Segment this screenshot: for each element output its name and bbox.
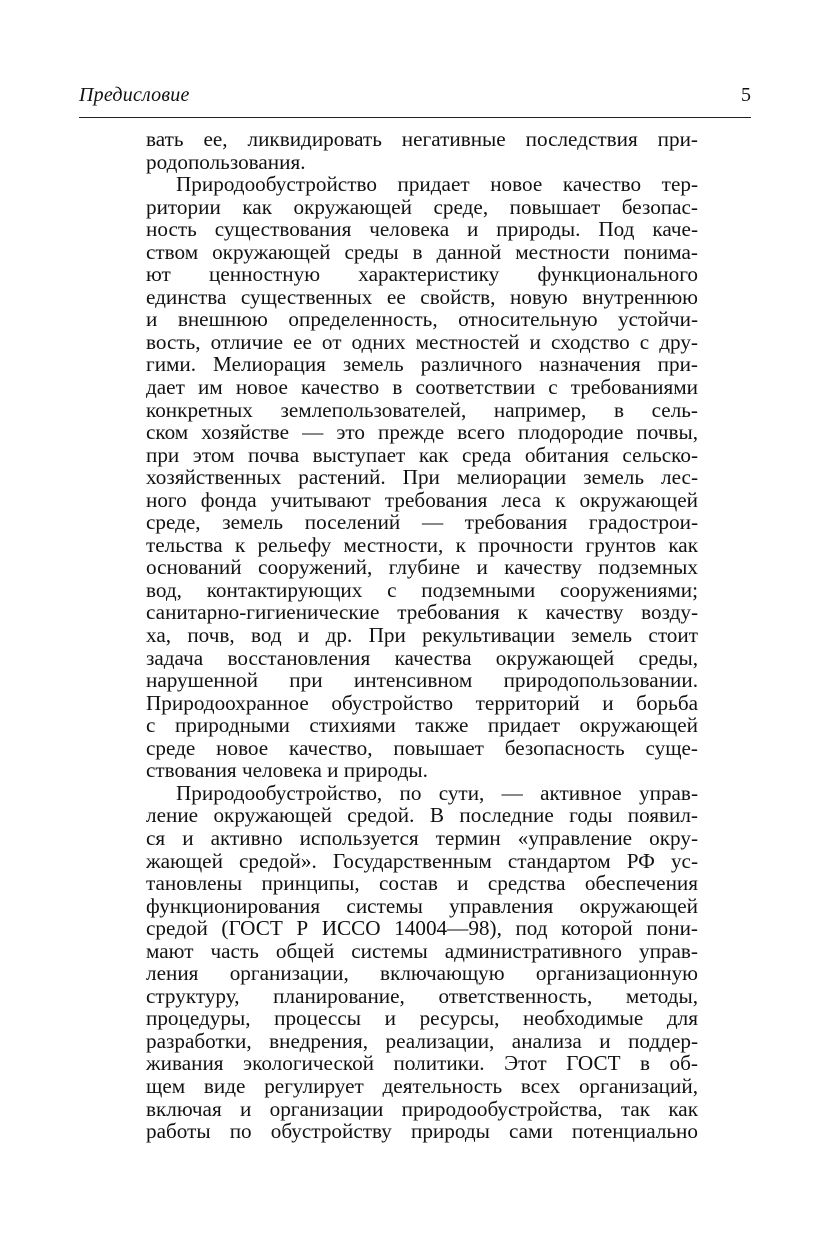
text-line: задача восстановления качества окружающей среды, (146, 645, 698, 670)
text-line: мают часть общей системы административного управ- (146, 938, 698, 963)
text-line: Природоохранное обустройство территорий и борьба (146, 690, 698, 715)
text-line: функционирования системы управления окружающей (146, 893, 698, 918)
text-line: тановлены принципы, состав и средства обеспечения (146, 871, 698, 896)
text-line: ством окружающей среды в данной местности понима- (146, 239, 698, 264)
header-divider (79, 117, 751, 118)
text-line: ления организации, включающую организационную (146, 961, 698, 986)
text-line: конкретных землепользователей, например, в сель- (146, 397, 698, 422)
page-number: 5 (741, 84, 751, 106)
text-line: ность существования человека и природы. Под каче- (146, 217, 698, 242)
text-line: единства существенных ее свойств, новую внутреннюю (146, 284, 698, 309)
text-line: Природообустройство придает новое качество тер- (176, 172, 698, 197)
text-line: ха, почв, вод и др. При рекультивации земель стоит (146, 623, 698, 648)
text-line: вость, отличие ее от одних местностей и сходство с дру- (146, 329, 698, 354)
text-line: включая и организации природообустройства, так как (146, 1096, 698, 1121)
running-header-title: Предисловие (79, 84, 190, 106)
text-line: при этом почва выступает как среда обитания сельско- (146, 442, 698, 467)
text-line: ют ценностную характеристику функционального (146, 262, 698, 287)
text-line: вод, контактирующих с подземными сооружениями; (146, 577, 698, 602)
text-line: работы по обустройству природы сами потенциально (146, 1119, 698, 1144)
text-line: ритории как окружающей среде, повышает безопас- (146, 194, 698, 219)
text-line: процедуры, процессы и ресурсы, необходимые для (146, 1006, 698, 1031)
text-line: средой (ГОСТ Р ИССО 14004—98), под которой пони- (146, 916, 698, 941)
text-line: ся и активно используется термин «управление окру- (146, 825, 698, 850)
text-line: хозяйственных растений. При мелиорации земель лес- (146, 465, 698, 490)
text-line: живания экологической политики. Этот ГОСТ в об- (146, 1051, 698, 1076)
text-line: среде, земель поселений — требования градострои- (146, 510, 698, 535)
body-text (146, 128, 698, 1143)
text-line: ного фонда учитывают требования леса к окружающей (146, 487, 698, 512)
text-line: дает им новое качество в соответствии с требованиями (146, 375, 698, 400)
text-line: щем виде регулирует деятельность всех организаций, (146, 1073, 698, 1098)
text-line: ствования человека и природы. (146, 758, 428, 783)
text-line: родопользования. (146, 149, 306, 174)
text-line: ском хозяйстве — это прежде всего плодородие почвы, (146, 420, 698, 445)
text-line: структуру, планирование, ответственность, методы, (146, 983, 698, 1008)
text-line: нарушенной при интенсивном природопользовании. (146, 668, 698, 693)
text-line: среде новое качество, повышает безопасность суще- (146, 735, 698, 760)
text-line: санитарно-гигиенические требования к качеству возду- (146, 600, 698, 625)
text-line: и внешнюю определенность, относительную устойчи- (146, 307, 698, 332)
text-line: тельства к рельефу местности, к прочности грунтов как (146, 532, 698, 557)
text-line: оснований сооружений, глубине и качеству подземных (146, 555, 698, 580)
text-line: с природными стихиями также придает окружающей (146, 713, 698, 738)
text-line: жающей средой». Государственным стандартом РФ ус- (146, 848, 698, 873)
text-line: Природообустройство, по сути, — активное управ- (176, 780, 698, 805)
text-line: ление окружающей средой. В последние годы появил- (146, 803, 698, 828)
text-line: вать ее, ликвидировать негативные последствия при- (146, 127, 698, 151)
text-line: разработки, внедрения, реализации, анализа и поддер- (146, 1028, 698, 1053)
page-header (79, 84, 751, 110)
text-line: гими. Мелиорация земель различного назначения при- (146, 352, 698, 377)
